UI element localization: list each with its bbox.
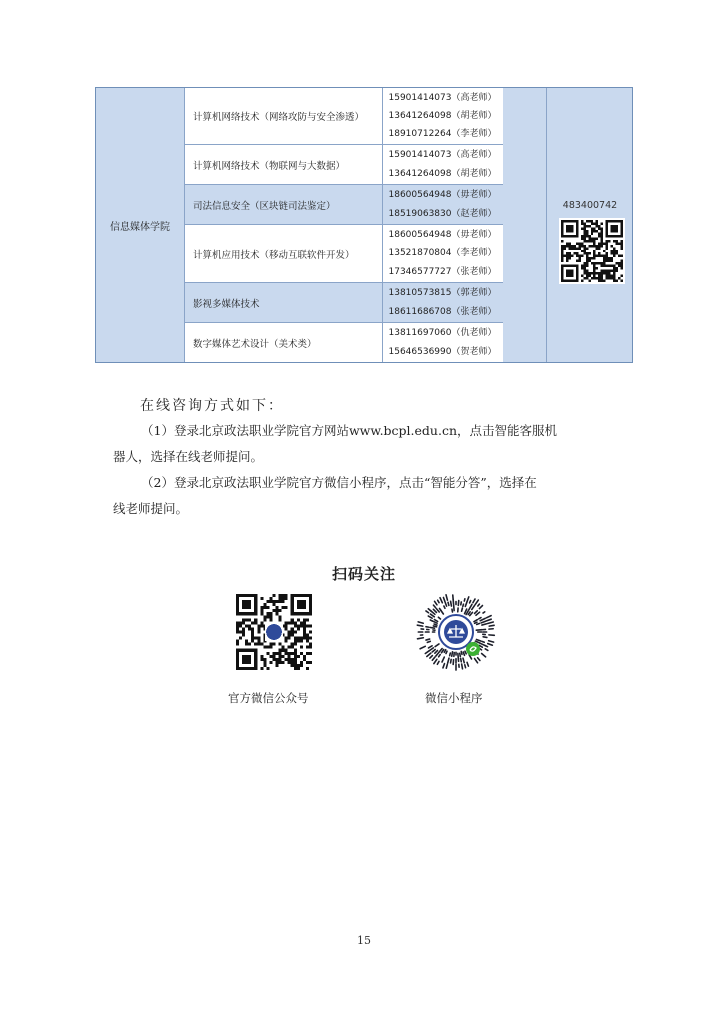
phone-number: 18910712264（李老师）: [388, 129, 497, 139]
contact-table: [95, 87, 633, 363]
phone-number: 13641264098（胡老师）: [388, 168, 497, 179]
qq-group-column: [546, 88, 633, 362]
phone-list: [383, 225, 504, 282]
consult-item-2-line-2: 线老师提问。: [113, 501, 189, 516]
phone-list: [383, 88, 504, 144]
mini-program-badge-icon: [466, 642, 480, 656]
phone-list: [383, 283, 504, 322]
page-number: 15: [357, 934, 371, 947]
phone-list: [383, 185, 504, 224]
scan-title: 扫码关注: [331, 565, 396, 583]
table-row: [184, 282, 503, 322]
phone-number: 18519063830（赵老师）: [388, 208, 497, 219]
phone-number: 18600564948（毋老师）: [388, 190, 497, 201]
wechat-official-account-qr-code-icon[interactable]: [236, 594, 312, 670]
consult-item-1-line-2: 器人，选择在线老师提问。: [113, 449, 264, 464]
phone-list: [383, 323, 504, 362]
mini-program-code-icon[interactable]: [416, 592, 496, 672]
mini-program-label: 微信小程序: [425, 691, 483, 705]
phone-number: 18611686708（张老师）: [388, 306, 497, 317]
wechat-official-account-label: 官方微信公众号: [228, 691, 309, 705]
program-name: 计算机应用技术（移动互联软件开发）: [184, 225, 383, 282]
table-row: [184, 322, 503, 362]
table-row: [184, 88, 503, 144]
program-name: 计算机网络技术（物联网与大数据）: [184, 145, 383, 184]
qq-group-number: 483400742: [562, 200, 618, 211]
phone-list: [383, 145, 504, 184]
phone-number: 18600564948（毋老师）: [388, 230, 497, 241]
phone-number: 13641264098（胡老师）: [388, 111, 497, 121]
consult-item-2-line-1: （2）登录北京政法职业学院官方微信小程序，点击“智能分答”，选择在: [141, 475, 537, 490]
table-row: [184, 144, 503, 184]
consult-heading: 在线咨询方式如下：: [140, 398, 284, 414]
program-name: 司法信息安全（区块链司法鉴定）: [184, 185, 383, 224]
phone-number: 17346577727（张老师）: [388, 266, 497, 277]
table-row: [184, 184, 503, 224]
program-name: 计算机网络技术（网络攻防与安全渗透）: [184, 88, 383, 144]
table-row: [184, 224, 503, 282]
phone-number: 15646536990（贺老师）: [388, 346, 497, 357]
consult-item-2: [113, 470, 628, 522]
program-list: [184, 88, 503, 362]
consult-item-1-line-1: （1）登录北京政法职业学院官方网站www.bcpl.edu.cn，点击智能客服机: [141, 423, 557, 438]
phone-number: 13521870804（李老师）: [388, 248, 497, 259]
phone-number: 13810573815（郭老师）: [388, 288, 497, 299]
program-name: 数字媒体艺术设计（美术类）: [184, 323, 383, 362]
phone-number: 15901414073（高老师）: [388, 93, 497, 103]
phone-number: 15901414073（高老师）: [388, 150, 497, 161]
program-name: 影视多媒体技术: [184, 283, 383, 322]
qq-group-qr-code-icon[interactable]: [559, 218, 625, 284]
phone-number: 13811697060（仇老师）: [388, 328, 497, 339]
consult-item-1: [113, 418, 628, 470]
college-name: 信息媒体学院: [110, 221, 170, 233]
